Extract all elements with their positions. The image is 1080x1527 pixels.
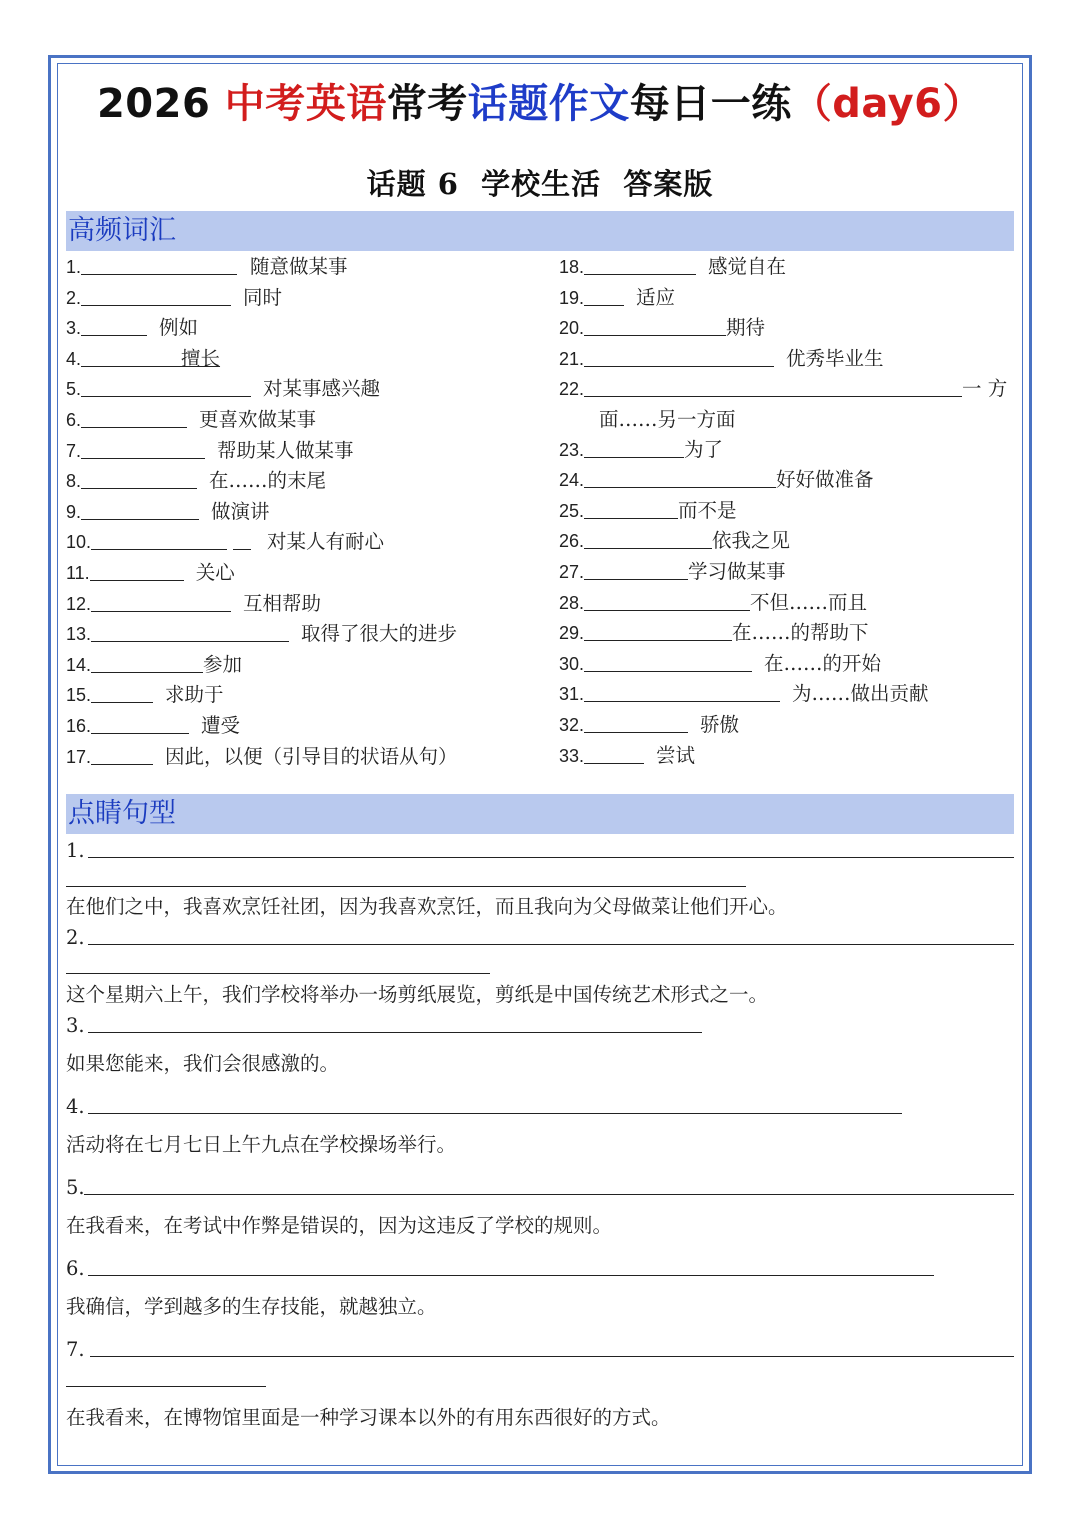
vocab-item: [559, 252, 1007, 283]
vocab-right-column: [559, 252, 1007, 771]
sentence-section-heading-band: [66, 794, 1014, 834]
sentence-translation: 我确信，学到越多的生存技能，就越独立。: [66, 1295, 437, 1318]
answer-blank[interactable]: [81, 347, 181, 367]
vocab-item: [66, 374, 458, 405]
answer-blank[interactable]: [91, 622, 289, 642]
answer-blank[interactable]: [584, 591, 750, 611]
vocab-item: [559, 618, 1007, 649]
vocab-item: [559, 465, 1007, 496]
vocab-item: [66, 466, 458, 497]
vocab-item: [559, 588, 1007, 619]
answer-blank[interactable]: [91, 592, 231, 612]
vocab-num: 11.: [66, 562, 90, 583]
answer-line[interactable]: [90, 1356, 1014, 1357]
vocab-meaning: 做演讲: [211, 499, 270, 523]
vocab-meaning: 因此，以便（引导目的状语从句）: [165, 744, 458, 768]
answer-blank[interactable]: [584, 682, 780, 702]
vocab-meaning: 好好做准备: [776, 468, 874, 492]
vocab-meaning: 骄傲: [700, 712, 740, 736]
answer-blank[interactable]: [584, 560, 688, 580]
vocab-meaning: 感觉自在: [708, 255, 787, 278]
vocab-meaning: 尝试: [656, 743, 696, 767]
vocab-meaning: 擅长: [181, 346, 221, 370]
vocab-meaning: 参加: [203, 652, 243, 676]
vocab-item: [559, 526, 1007, 557]
vocab-item: [66, 680, 458, 711]
answer-line[interactable]: [66, 886, 746, 887]
answer-blank[interactable]: [584, 499, 678, 519]
vocab-meaning: 关心: [195, 560, 235, 584]
vocab-num: 29.: [559, 623, 585, 644]
title-part1: 中考英语: [224, 81, 387, 127]
answer-blank[interactable]: [81, 255, 237, 275]
vocab-num: 3.: [66, 318, 82, 339]
vocab-item: [66, 742, 458, 773]
page-subtitle: 话题 6 学校生活 答案版: [366, 167, 714, 201]
vocab-meaning: 例如: [159, 316, 199, 340]
vocab-num: 18.: [559, 257, 585, 277]
answer-blank[interactable]: [584, 377, 962, 397]
vocab-item: [559, 344, 1007, 375]
answer-blank[interactable]: [584, 438, 684, 458]
answer-blank[interactable]: [584, 713, 688, 733]
sentence-translation: 活动将在七月七日上午九点在学校操场举行。: [66, 1133, 457, 1156]
sentence-number: 2.: [66, 926, 85, 949]
vocab-meaning: 适应: [636, 285, 676, 309]
sentence-translation: 在我看来，在考试中作弊是错误的，因为这违反了学校的规则。: [66, 1214, 613, 1237]
answer-blank[interactable]: [584, 286, 624, 306]
title-year: 2026: [96, 81, 211, 127]
vocab-item: [66, 558, 458, 589]
vocab-item: [66, 283, 458, 314]
vocab-item: [66, 711, 458, 742]
vocab-item: [66, 344, 458, 375]
sentence-translation: 在他们之中，我喜欢烹饪社团，因为我喜欢烹饪，而且我向为父母做菜让他们开心。: [66, 895, 788, 918]
vocab-item: [559, 649, 1007, 680]
vocab-meaning: 对某人有耐心: [267, 530, 385, 554]
vocab-num: 7.: [66, 440, 82, 461]
answer-blank[interactable]: [584, 468, 776, 488]
vocab-item: [66, 650, 458, 681]
vocab-meaning: 学习做某事: [688, 559, 786, 583]
vocab-num: 22.: [559, 379, 585, 400]
vocab-num: 14.: [66, 654, 92, 675]
title-part3: 话题作文: [467, 81, 630, 127]
vocab-item: [66, 497, 458, 528]
answer-blank[interactable]: [81, 286, 231, 306]
answer-blank[interactable]: [91, 683, 153, 703]
vocab-meaning: 更喜欢做某事: [199, 407, 317, 431]
vocab-meaning: 依我之见: [712, 529, 791, 553]
vocab-num: 2.: [66, 287, 82, 308]
answer-blank[interactable]: [584, 744, 644, 764]
answer-blank[interactable]: [91, 530, 227, 550]
answer-blank[interactable]: [81, 500, 199, 520]
sentence-number: 3.: [66, 1014, 85, 1037]
vocab-num: 28.: [559, 592, 585, 613]
vocab-item: [559, 313, 1007, 344]
vocab-num: 30.: [559, 653, 585, 674]
vocab-item: [66, 527, 458, 558]
vocab-num: 8.: [66, 471, 82, 492]
vocab-num: 1.: [66, 257, 82, 277]
vocab-meaning: 帮助某人做某事: [217, 438, 354, 462]
vocab-meaning: 求助于: [165, 683, 224, 707]
vocab-num: 10.: [66, 532, 92, 553]
vocab-meaning: 一 方: [962, 377, 1008, 401]
vocab-meaning: 遭受: [201, 713, 241, 737]
answer-blank[interactable]: [584, 255, 696, 275]
answer-line[interactable]: [88, 857, 1014, 858]
sentence-translation: 在我看来，在博物馆里面是一种学习课本以外的有用东西很好的方式。: [66, 1406, 671, 1429]
vocab-meaning: 在……的帮助下: [732, 621, 869, 645]
vocab-meaning: 为……做出贡献: [792, 682, 929, 706]
vocab-num: 9.: [66, 501, 82, 522]
answer-blank[interactable]: [584, 652, 752, 672]
vocab-meaning: 期待: [726, 316, 766, 340]
vocab-num: 15.: [66, 685, 92, 706]
vocab-num: 23.: [559, 439, 585, 460]
vocab-meaning: 在……的末尾: [209, 469, 327, 493]
vocab-num: 4.: [66, 348, 82, 369]
sentence-number: 1.: [66, 839, 85, 862]
vocab-num: 5.: [66, 379, 82, 400]
answer-blank[interactable]: [584, 347, 774, 367]
vocab-num: 20.: [559, 318, 585, 339]
answer-blank[interactable]: [81, 408, 187, 428]
vocab-item: [66, 619, 458, 650]
answer-line[interactable]: [66, 1386, 266, 1387]
title-part5: （day6）: [791, 81, 984, 127]
title-part4: 每日一练: [629, 81, 792, 127]
vocab-meaning: 互相帮助: [243, 591, 322, 615]
answer-blank[interactable]: [584, 621, 732, 641]
vocab-meaning: 在……的开始: [764, 651, 882, 675]
vocab-meaning-cont: 面……另一方面: [599, 407, 736, 431]
vocab-item: [559, 741, 1007, 772]
answer-line[interactable]: [88, 1113, 902, 1114]
answer-line[interactable]: [88, 1275, 934, 1276]
vocab-meaning: 取得了很大的进步: [301, 622, 458, 646]
vocab-item: [559, 557, 1007, 588]
vocab-num: 12.: [66, 593, 92, 614]
answer-blank[interactable]: [584, 316, 726, 336]
vocab-num: 31.: [559, 684, 585, 705]
title-part2: 常考: [386, 81, 468, 127]
vocab-meaning: 优秀毕业生: [786, 346, 884, 370]
vocab-num: 17.: [66, 746, 92, 767]
vocab-item: [66, 589, 458, 620]
vocab-num: 33.: [559, 745, 585, 766]
sentence-translation: 这个星期六上午，我们学校将举办一场剪纸展览，剪纸是中国传统艺术形式之一。: [66, 983, 769, 1006]
vocab-num: 21.: [559, 348, 585, 369]
answer-blank[interactable]: [81, 377, 251, 397]
vocab-meaning: 同时: [243, 285, 283, 309]
vocab-num: 32.: [559, 714, 585, 735]
vocab-item: [559, 710, 1007, 741]
answer-line[interactable]: [88, 944, 1014, 945]
vocab-meaning: 对某事感兴趣: [263, 377, 381, 401]
vocab-num: 24.: [559, 470, 585, 491]
page-title: [0, 74, 1080, 134]
vocab-num: 27.: [559, 561, 585, 582]
vocab-meaning: 为了: [684, 437, 724, 461]
sentence-translation: 如果您能来，我们会很感激的。: [66, 1052, 340, 1075]
answer-blank[interactable]: [81, 469, 197, 489]
answer-blank[interactable]: [90, 561, 184, 581]
sentence-number: 7.: [66, 1338, 85, 1361]
sentence-number: 5.: [66, 1176, 85, 1199]
answer-blank[interactable]: [91, 745, 153, 765]
vocab-item: [66, 252, 458, 283]
sentence-number: 4.: [66, 1095, 85, 1118]
vocab-num: 25.: [559, 500, 585, 521]
vocab-item: [559, 435, 1007, 466]
answer-blank[interactable]: [233, 530, 251, 550]
vocab-num: 19.: [559, 287, 585, 308]
vocab-item: [559, 283, 1007, 314]
vocab-meaning: 随意做某事: [250, 255, 348, 278]
vocab-item: [559, 374, 1007, 405]
vocab-section-heading-band: [66, 211, 1014, 251]
vocab-meaning: 而不是: [678, 498, 737, 522]
vocab-item: [66, 405, 458, 436]
vocab-num: 26.: [559, 531, 585, 552]
vocab-item: [66, 436, 458, 467]
sentence-section-heading: 点睛句型: [68, 798, 176, 829]
vocab-meaning: 不但……而且: [750, 590, 868, 614]
answer-blank[interactable]: [81, 439, 205, 459]
vocab-item-continuation: [559, 405, 1007, 435]
vocab-item: [66, 313, 458, 344]
vocab-left-column: [66, 252, 458, 772]
answer-blank[interactable]: [584, 529, 712, 549]
vocab-section-heading: 高频词汇: [68, 215, 176, 246]
answer-line[interactable]: [66, 973, 490, 974]
vocab-item: [559, 679, 1007, 710]
vocab-item: [559, 496, 1007, 527]
answer-blank[interactable]: [91, 653, 203, 673]
vocab-num: 6.: [66, 409, 82, 430]
answer-blank[interactable]: [81, 316, 147, 336]
vocab-num: 16.: [66, 715, 92, 736]
answer-line[interactable]: [84, 1194, 1014, 1195]
answer-blank[interactable]: [91, 714, 189, 734]
vocab-num: 13.: [66, 624, 92, 645]
answer-line[interactable]: [88, 1032, 702, 1033]
sentence-number: 6.: [66, 1257, 85, 1280]
